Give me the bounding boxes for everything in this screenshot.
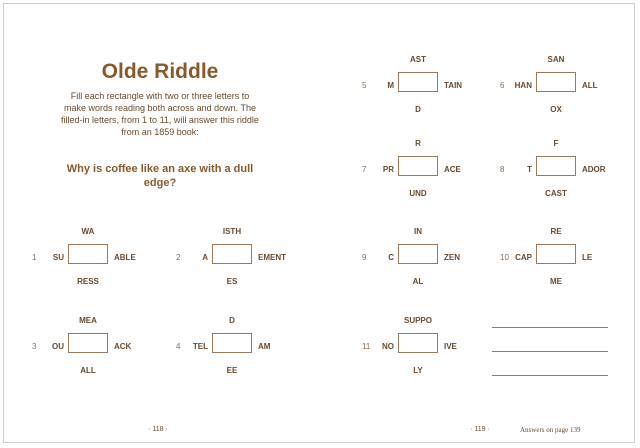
answer-box[interactable] [212,244,252,264]
puzzle-left-word: SU [52,253,64,262]
answer-box[interactable] [398,156,438,176]
puzzle-bottom-word: ES [226,277,238,286]
answer-box[interactable] [398,333,438,353]
puzzle-number: 4 [176,342,181,351]
puzzle-2 [176,227,296,293]
puzzle-right-word: ZEN [444,253,460,262]
puzzle-right-word: LE [582,253,593,262]
puzzle-right-word: EMENT [258,253,286,262]
puzzle-number: 9 [362,253,367,262]
puzzle-left-word: HAN [514,81,532,90]
puzzle-number: 10 [500,253,509,262]
puzzle-bottom-word: ALL [80,366,96,375]
answer-box[interactable] [398,244,438,264]
puzzle-bottom-word: EE [226,366,238,375]
puzzle-left-word: M [387,81,394,90]
answer-box[interactable] [536,156,576,176]
answer-box[interactable] [68,333,108,353]
puzzle-top-word: D [229,316,235,325]
puzzle-7 [362,139,482,205]
puzzle-bottom-word: OX [550,105,562,114]
puzzle-right-word: ADOR [582,165,606,174]
puzzle-8 [500,139,620,205]
puzzle-left-word: PR [382,165,394,174]
puzzle-right-word: ABLE [114,253,136,262]
answers-reference: Answers on page 139 [520,426,581,434]
answer-line[interactable] [492,351,608,352]
answer-box[interactable] [536,244,576,264]
puzzle-number: 3 [32,342,37,351]
answer-box[interactable] [398,72,438,92]
puzzle-5 [362,55,482,121]
puzzle-left-word: T [527,165,532,174]
puzzle-left-word: OU [52,342,64,351]
puzzle-top-word: SUPPO [403,316,432,325]
puzzle-number: 1 [32,253,37,262]
puzzle-bottom-word: UND [409,189,427,198]
puzzle-top-word: RE [550,227,562,236]
puzzle-right-word: TAIN [444,81,463,90]
puzzle-9 [362,227,482,293]
puzzle-11 [362,316,482,382]
puzzle-10 [500,227,620,293]
puzzle-6 [500,55,620,121]
puzzle-number: 8 [500,165,505,174]
puzzle-top-word: MEA [79,316,97,325]
puzzle-top-word: IN [414,227,422,236]
page-title: Olde Riddle [101,60,219,83]
puzzle-top-word: ISTH [222,227,242,236]
puzzle-4 [176,316,296,382]
puzzle-right-word: IVE [444,342,457,351]
puzzle-bottom-word: D [415,105,421,114]
puzzle-left-word: NO [382,342,394,351]
puzzle-bottom-word: CAST [545,189,567,198]
puzzle-right-word: AM [258,342,271,351]
puzzle-3 [32,316,152,382]
puzzle-1 [32,227,152,293]
puzzle-number: 5 [362,81,367,90]
puzzle-top-word: F [553,139,559,148]
puzzle-right-word: ALL [582,81,598,90]
puzzle-bottom-word: RESS [77,277,99,286]
puzzle-top-word: SAN [547,55,565,64]
puzzle-bottom-word: ME [550,277,562,286]
puzzle-bottom-word: LY [413,366,423,375]
puzzle-left-word: A [202,253,208,262]
puzzle-number: 6 [500,81,505,90]
answer-box[interactable] [212,333,252,353]
puzzle-right-word: ACE [444,165,461,174]
answer-box[interactable] [536,72,576,92]
puzzle-number: 11 [362,342,371,351]
puzzle-left-word: TEL [192,342,208,351]
puzzle-top-word: AST [410,55,426,64]
riddle-question: Why is coffee like an axe with a dull edge? [66,163,254,189]
page-number-left: · 118 · [148,426,168,433]
instructions-text: Fill each rectangle with two or three letters to make words reading both across and down. The filled-in letters, from 1 to 11, will answer this riddle from an 1859 book: [61,91,259,137]
puzzle-left-word: C [388,253,394,262]
answer-line[interactable] [492,327,608,328]
puzzle-top-word: WA [81,227,95,236]
puzzle-bottom-word: AL [412,277,424,286]
answer-line[interactable] [492,375,608,376]
puzzle-top-word: R [415,139,421,148]
answer-box[interactable] [68,244,108,264]
puzzle-number: 2 [176,253,181,262]
page-number-right: · 119 · [470,426,490,433]
puzzle-left-word: CAP [515,253,532,262]
puzzle-right-word: ACK [114,342,132,351]
puzzle-number: 7 [362,165,367,174]
